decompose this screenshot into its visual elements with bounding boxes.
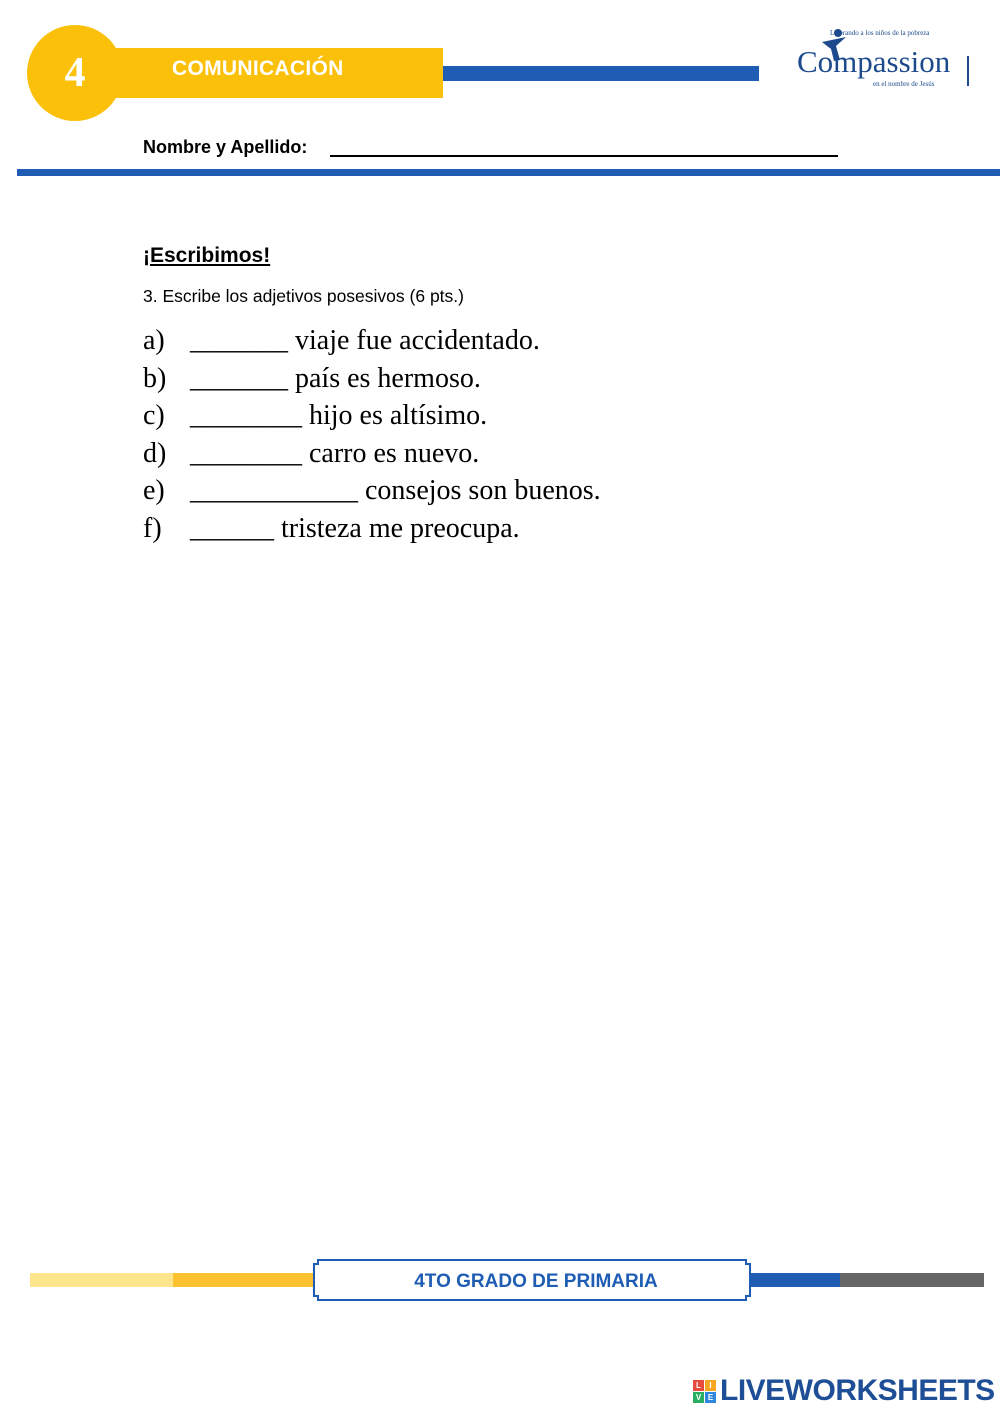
exercise-item [143, 397, 601, 435]
item-letter: a) [143, 325, 165, 356]
item-sentence[interactable]: ______ tristeza me preocupa. [190, 512, 520, 544]
name-field-label: Nombre y Apellido: [143, 137, 308, 157]
footer-bar-light-yellow [30, 1273, 173, 1287]
logo-subtitle: en el nombre de Jesús [873, 80, 935, 88]
header-divider [17, 169, 1000, 176]
compassion-logo: Compassion [797, 44, 951, 79]
exercise-item [143, 435, 601, 473]
section-title: ¡Escribimos! [143, 244, 271, 267]
item-sentence[interactable]: _______ viaje fue accidentado. [190, 325, 540, 356]
exercise-item [143, 360, 601, 398]
subject-title: COMUNICACIÓN [172, 57, 344, 80]
footer-bar-yellow [173, 1273, 318, 1287]
item-letter: f) [143, 512, 162, 544]
item-letter: b) [143, 362, 167, 394]
item-letter: d) [143, 437, 167, 469]
logo-tagline: Liberando a los niños de la pobreza [830, 29, 930, 37]
logo-divider [967, 56, 969, 86]
grade-badge: 4 [27, 25, 123, 121]
exercise-item [143, 510, 601, 548]
item-letter: c) [143, 400, 165, 431]
item-sentence[interactable]: ________ carro es nuevo. [190, 437, 480, 469]
grade-label: 4TO GRADO DE PRIMARIA [414, 1271, 658, 1292]
name-input-line[interactable] [330, 155, 838, 157]
liveworksheets-logo [693, 1376, 995, 1406]
liveworksheets-wordmark: LIVEWORKSHEETS [720, 1374, 995, 1407]
footer-bar-gray [840, 1273, 984, 1287]
exercise-list [143, 322, 601, 547]
exercise-instruction: 3. Escribe los adjetivos posesivos (6 pts.) [143, 286, 464, 306]
item-letter: e) [143, 475, 165, 506]
item-sentence[interactable]: _______ país es hermoso. [190, 362, 481, 394]
exercise-item [143, 322, 601, 360]
item-sentence[interactable]: ________ hijo es altísimo. [190, 400, 488, 431]
exercise-item [143, 472, 601, 510]
header-accent-bar [443, 66, 759, 81]
liveworksheets-squares-icon: L I V E [693, 1380, 716, 1403]
item-sentence[interactable]: ____________ consejos son buenos. [190, 475, 601, 506]
